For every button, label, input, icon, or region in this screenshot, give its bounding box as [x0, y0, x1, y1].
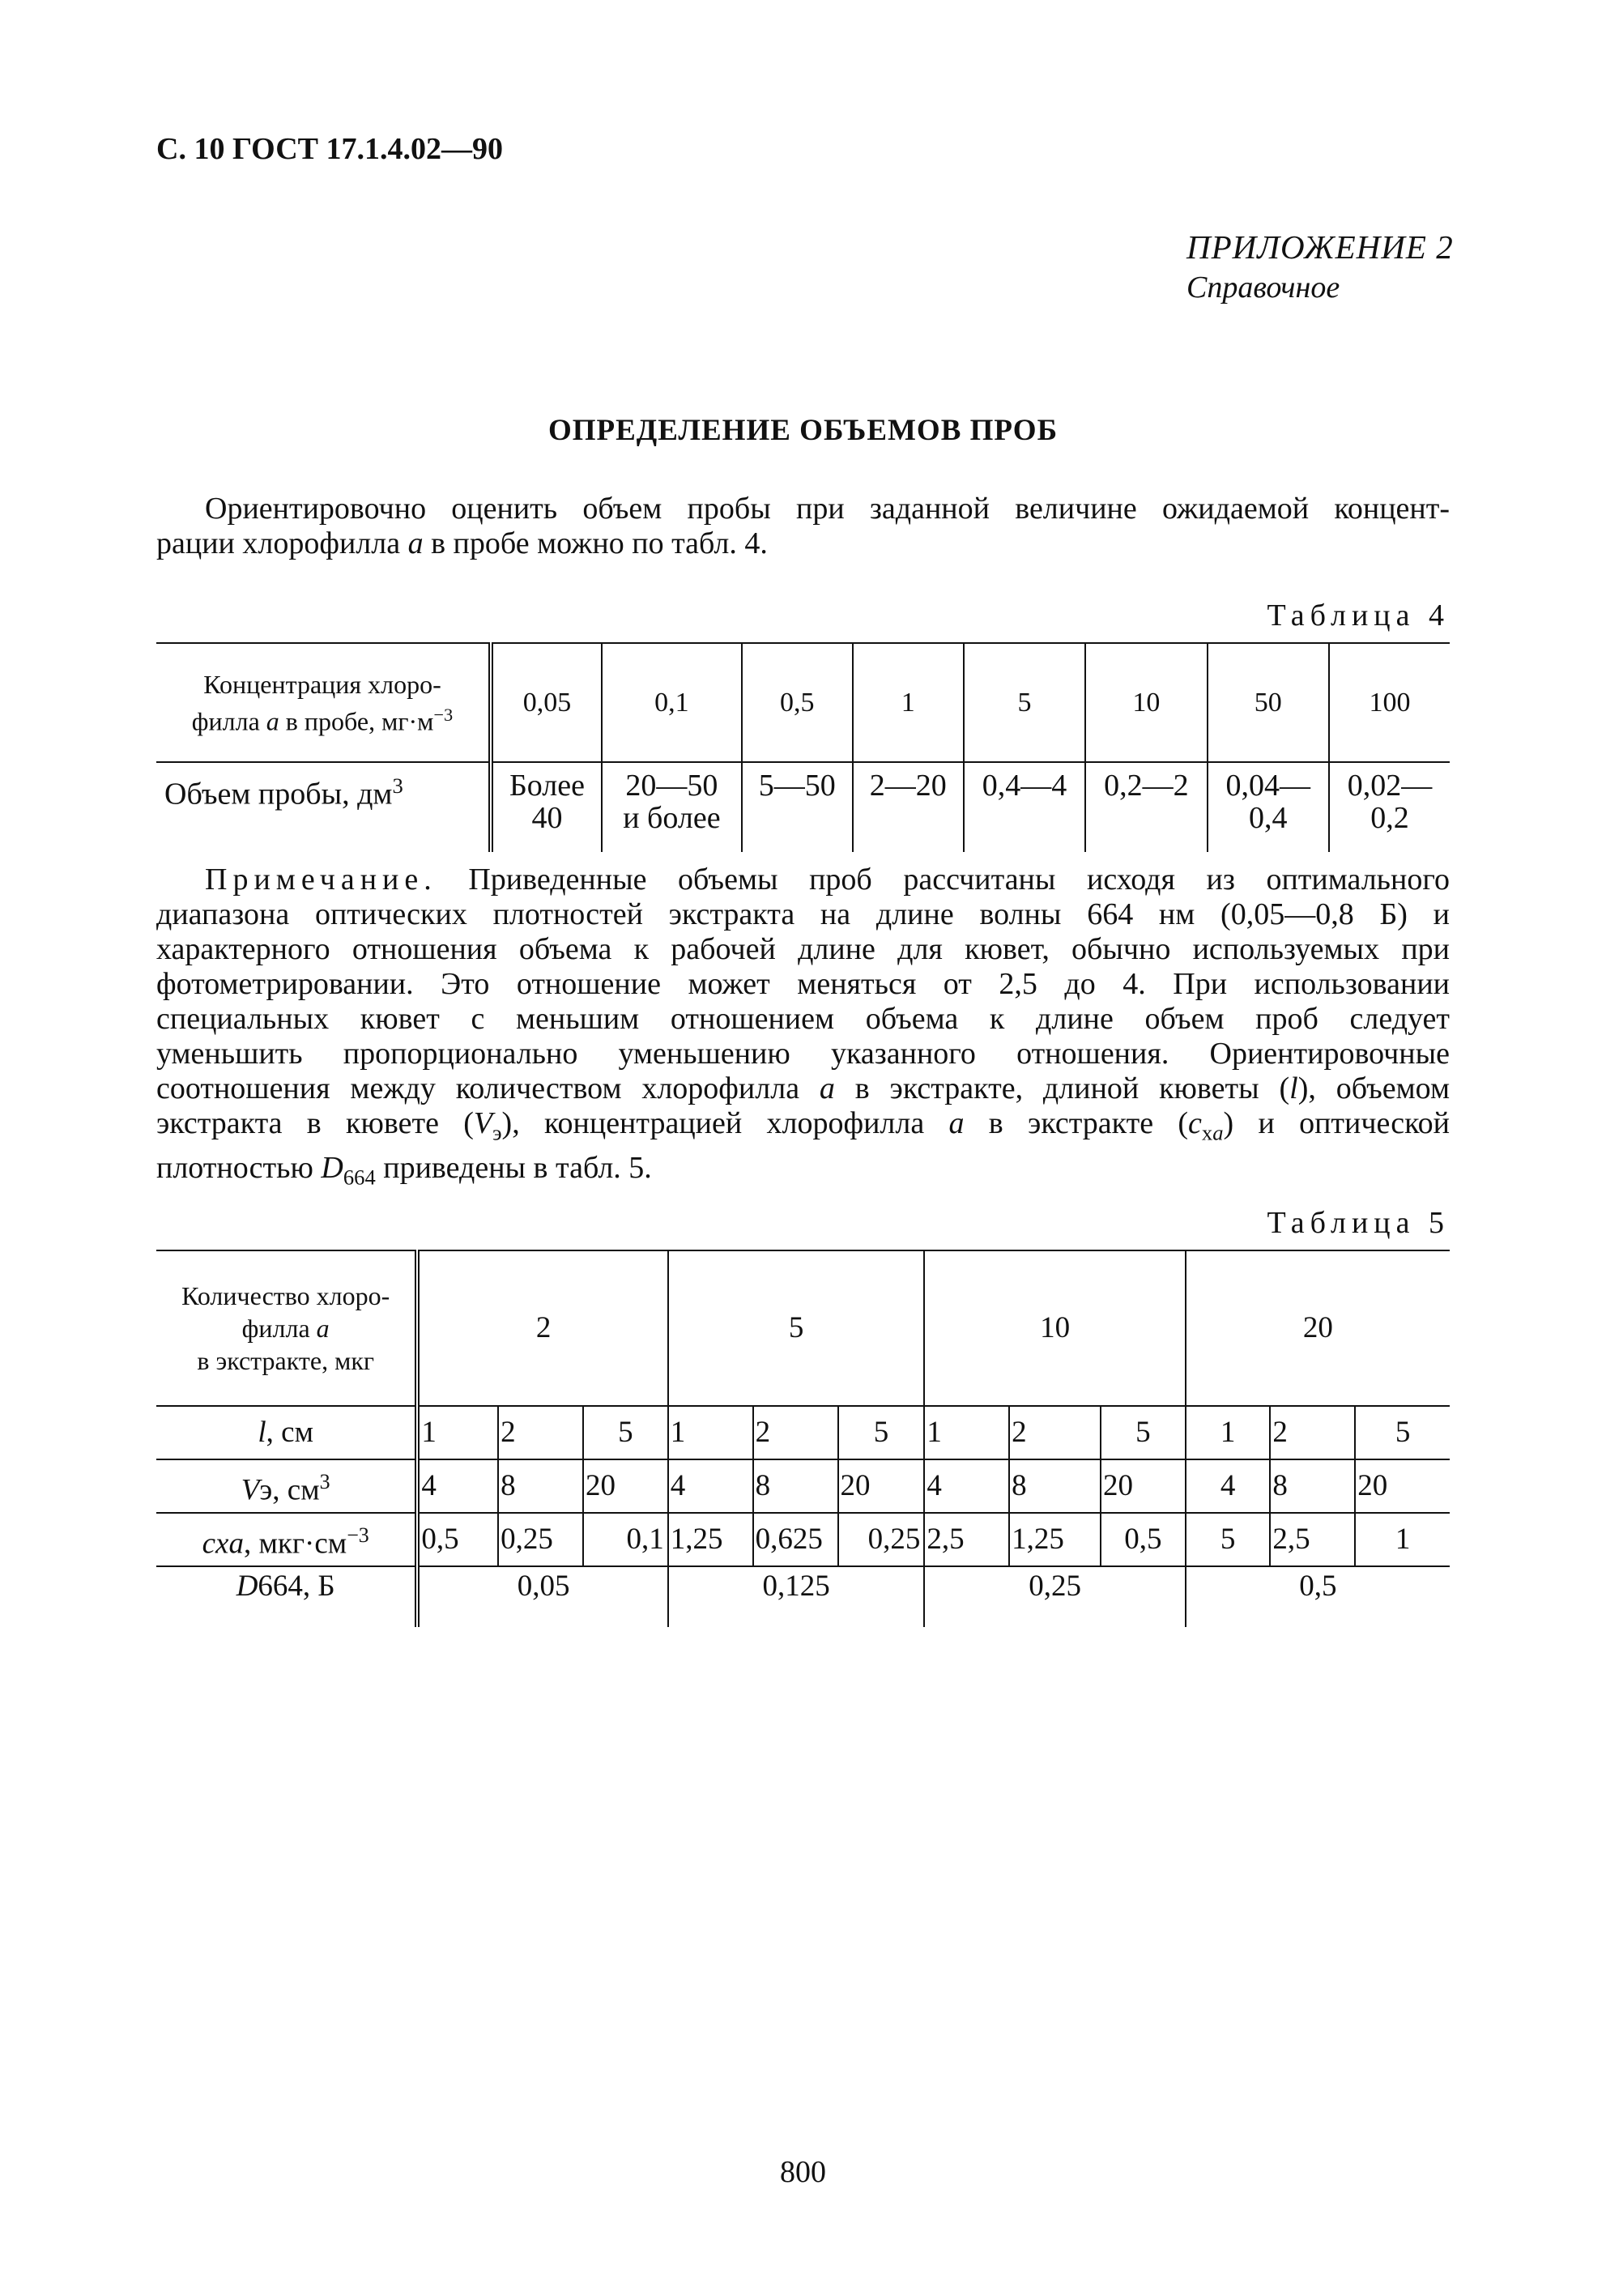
var-v: V — [473, 1106, 493, 1140]
note-line-7 — [156, 1071, 1450, 1106]
var-a: a — [948, 1106, 965, 1140]
stub-text: э, см — [259, 1473, 320, 1507]
note-text: в экстракте ( — [964, 1106, 1189, 1140]
table5-row-v — [156, 1459, 1450, 1513]
appendix-title: ПРИЛОЖЕНИЕ 2 — [1186, 228, 1454, 266]
intro-paragraph — [156, 492, 1450, 561]
note-text: плотностью — [156, 1150, 322, 1185]
var-l: l — [1289, 1071, 1298, 1105]
table4-volume-cell — [742, 762, 853, 852]
sub-x: x — [1201, 1120, 1213, 1145]
note-line-1 — [156, 863, 1450, 897]
var-c: c — [1188, 1106, 1202, 1140]
stub-text: в пробе, мг·м — [279, 706, 434, 736]
stub-text: в экстракте, мкг — [197, 1346, 374, 1375]
note-paragraph — [156, 863, 1450, 1195]
intro-text: в пробе можно по табл. 4. — [423, 526, 768, 560]
note-text: ), концентрацией хлорофилла — [501, 1106, 949, 1140]
table5-cell: 2 — [1270, 1406, 1355, 1459]
table5-cell: 20 — [838, 1459, 925, 1513]
table4-volume-cell — [853, 762, 964, 852]
table5-cell: 8 — [1270, 1459, 1355, 1513]
stub-exp: 3 — [319, 1469, 330, 1493]
table5-cell: 0,625 — [753, 1513, 838, 1566]
sub-664: 664 — [343, 1165, 376, 1190]
table5-stub-c — [156, 1513, 417, 1566]
table5-cell: 4 — [417, 1459, 498, 1513]
volume-line: 0,2—2 — [1104, 769, 1189, 803]
table4-volume-cell — [964, 762, 1085, 852]
volume-line: 0,04— — [1225, 769, 1310, 803]
table5-cell: 5 — [1101, 1406, 1186, 1459]
volume-line: 20—50 — [625, 769, 718, 803]
table5-cell: 0,5 — [417, 1513, 498, 1566]
intro-line-2 — [156, 526, 1450, 561]
table4-label: Таблица 4 — [1267, 598, 1450, 633]
table5-cell: 5 — [838, 1406, 925, 1459]
table5-cell: 20 — [1101, 1459, 1186, 1513]
stub-text: , см — [266, 1416, 313, 1449]
table4-row-stub — [156, 762, 491, 852]
table4-conc-cell: 0,1 — [602, 643, 742, 762]
table5-cell: 1 — [924, 1406, 1009, 1459]
sub-664: 664 — [258, 1570, 303, 1603]
volume-line: 5—50 — [758, 769, 836, 803]
volume-line: 0,02— — [1347, 769, 1433, 803]
table5-cell: 1 — [1355, 1513, 1450, 1566]
var-v: V — [241, 1473, 260, 1507]
table5-cell: 5 — [1186, 1513, 1271, 1566]
table5-label: Таблица 5 — [1267, 1206, 1450, 1240]
appendix-heading — [1186, 227, 1454, 308]
table4-volume-cell — [1208, 762, 1329, 852]
table5-amount-cell: 5 — [668, 1250, 925, 1406]
stub-text: Объем пробы, дм — [164, 777, 393, 811]
table5-cell: 1 — [668, 1406, 753, 1459]
table5-cell: 1 — [1186, 1406, 1271, 1459]
table5-cell: 2 — [753, 1406, 838, 1459]
table5-stub-v — [156, 1459, 417, 1513]
table4-volume-cell — [602, 762, 742, 852]
volume-line: и более — [623, 801, 721, 835]
table5-amount-cell: 2 — [417, 1250, 667, 1406]
table4-conc-cell: 10 — [1085, 643, 1207, 762]
stub-exp: −3 — [433, 704, 454, 725]
table5-cell: 1,25 — [668, 1513, 753, 1566]
stub-text: филла — [241, 1314, 317, 1343]
volume-line: 0,4—4 — [982, 769, 1067, 803]
table5-header-stub — [156, 1250, 417, 1406]
table5-cell: 0,1 — [583, 1513, 668, 1566]
table5-density-cell: 0,5 — [1186, 1566, 1450, 1627]
table5-stub-l — [156, 1406, 417, 1459]
table5-row-c — [156, 1513, 1450, 1566]
table4-conc-cell: 50 — [1208, 643, 1329, 762]
table5-cell: 0,25 — [498, 1513, 583, 1566]
table5-cell: 20 — [1355, 1459, 1450, 1513]
table5-cell: 4 — [924, 1459, 1009, 1513]
note-text: соотношения между количеством хлорофилла — [156, 1071, 820, 1105]
table5-cell: 20 — [583, 1459, 668, 1513]
note-line-6: уменьшить пропорционально уменьшению указанного отношения. Ориентировочные — [156, 1037, 1450, 1071]
volume-line: 2—20 — [869, 769, 947, 803]
table5-cell: 8 — [1009, 1459, 1101, 1513]
sub-a: a — [1212, 1120, 1224, 1145]
table5-cell: 2 — [1009, 1406, 1101, 1459]
stub-exp: −3 — [347, 1523, 369, 1547]
appendix-type: Справочное — [1186, 270, 1340, 305]
table5-amount-cell: 10 — [924, 1250, 1185, 1406]
stub-exp: 3 — [392, 773, 403, 798]
note-text: в экстракте, длиной кюветы ( — [834, 1071, 1290, 1105]
table4-data-row — [156, 762, 1450, 852]
var-c: cxa — [202, 1527, 244, 1561]
var-a: a — [407, 526, 424, 560]
stub-text: Количество хлоро- — [181, 1281, 390, 1310]
table5-row-d — [156, 1566, 1450, 1627]
note-text: приведены в табл. 5. — [375, 1150, 652, 1185]
stub-text: филла — [191, 706, 266, 736]
table5-cell: 1 — [417, 1406, 498, 1459]
running-head: С. 10 ГОСТ 17.1.4.02—90 — [156, 132, 503, 166]
table4-conc-cell: 5 — [964, 643, 1085, 762]
table5-density-cell: 0,05 — [417, 1566, 667, 1627]
page-number: 800 — [780, 2155, 826, 2189]
note-text: ) и оптической — [1223, 1106, 1451, 1140]
table4-volume-cell — [1085, 762, 1207, 852]
var-l: l — [258, 1416, 266, 1449]
table5-cell: 5 — [1355, 1406, 1450, 1459]
table5-density-cell: 0,125 — [668, 1566, 925, 1627]
stub-text: Концентрация хлоро- — [203, 669, 441, 699]
var-a: a — [266, 706, 279, 736]
intro-line-1: Ориентировочно оценить объем пробы при заданной величине ожидаемой концент- — [205, 492, 1450, 526]
note-line-2: диапазона оптических плотностей экстракта на длине волны 664 нм (0,05—0,8 Б) и — [156, 897, 1450, 931]
table5 — [156, 1250, 1450, 1627]
table5-cell: 0,5 — [1101, 1513, 1186, 1566]
volume-line: 40 — [531, 801, 563, 835]
note-line-8 — [156, 1106, 1450, 1151]
note-text: ), объемом — [1297, 1071, 1450, 1105]
table5-cell: 4 — [668, 1459, 753, 1513]
table5-cell: 1,25 — [1009, 1513, 1101, 1566]
note-text: экстракта в кювете ( — [156, 1106, 474, 1140]
table4-conc-cell: 0,05 — [491, 643, 602, 762]
table5-amount-cell: 20 — [1186, 1250, 1450, 1406]
volume-line: Более — [509, 769, 585, 803]
section-title: ОПРЕДЕЛЕНИЕ ОБЪЕМОВ ПРОБ — [547, 414, 1059, 447]
table4-header-row — [156, 643, 1450, 762]
volume-line: 0,2 — [1370, 801, 1409, 835]
note-line-4: фотометрировании. Это отношение может меняться от 2,5 до 4. При использовании — [156, 967, 1450, 1001]
table5-cell: 5 — [583, 1406, 668, 1459]
table5-cell: 4 — [1186, 1459, 1271, 1513]
note-line-3: характерного отношения объема к рабочей длине для кювет, обычно используемых при — [156, 932, 1450, 966]
stub-text: , Б — [302, 1570, 335, 1603]
table5-cell: 2,5 — [1270, 1513, 1355, 1566]
table4-conc-cell: 1 — [853, 643, 964, 762]
table5-row-l — [156, 1406, 1450, 1459]
note-line-9 — [156, 1151, 1450, 1195]
table5-cell: 2,5 — [924, 1513, 1009, 1566]
table4-header-stub — [156, 643, 491, 762]
var-a: a — [819, 1071, 835, 1105]
table5-cell: 8 — [753, 1459, 838, 1513]
table5-density-cell: 0,25 — [924, 1566, 1185, 1627]
stub-text: , мкг·см — [243, 1527, 347, 1561]
volume-line: 0,4 — [1249, 801, 1288, 835]
table4-volume-cell — [491, 762, 602, 852]
var-d: D — [236, 1570, 258, 1603]
table4-volume-cell — [1329, 762, 1450, 852]
table5-cell: 8 — [498, 1459, 583, 1513]
table4 — [156, 642, 1450, 852]
note-text: Приведенные объемы проб рассчитаны исходя из оптимального — [437, 863, 1450, 897]
table4-conc-cell: 100 — [1329, 643, 1450, 762]
intro-text: рации хлорофилла — [156, 526, 408, 560]
note-label: Примечание. — [205, 863, 437, 897]
var-a: a — [316, 1314, 330, 1343]
table5-cell: 0,25 — [838, 1513, 925, 1566]
table5-stub-d — [156, 1566, 417, 1627]
table4-conc-cell: 0,5 — [742, 643, 853, 762]
table5-cell: 2 — [498, 1406, 583, 1459]
table5-header-row — [156, 1250, 1450, 1406]
sub-e: э — [492, 1120, 502, 1145]
note-line-5: специальных кювет с меньшим отношением объема к длине объем проб следует — [156, 1002, 1450, 1036]
var-d: D — [321, 1150, 343, 1185]
